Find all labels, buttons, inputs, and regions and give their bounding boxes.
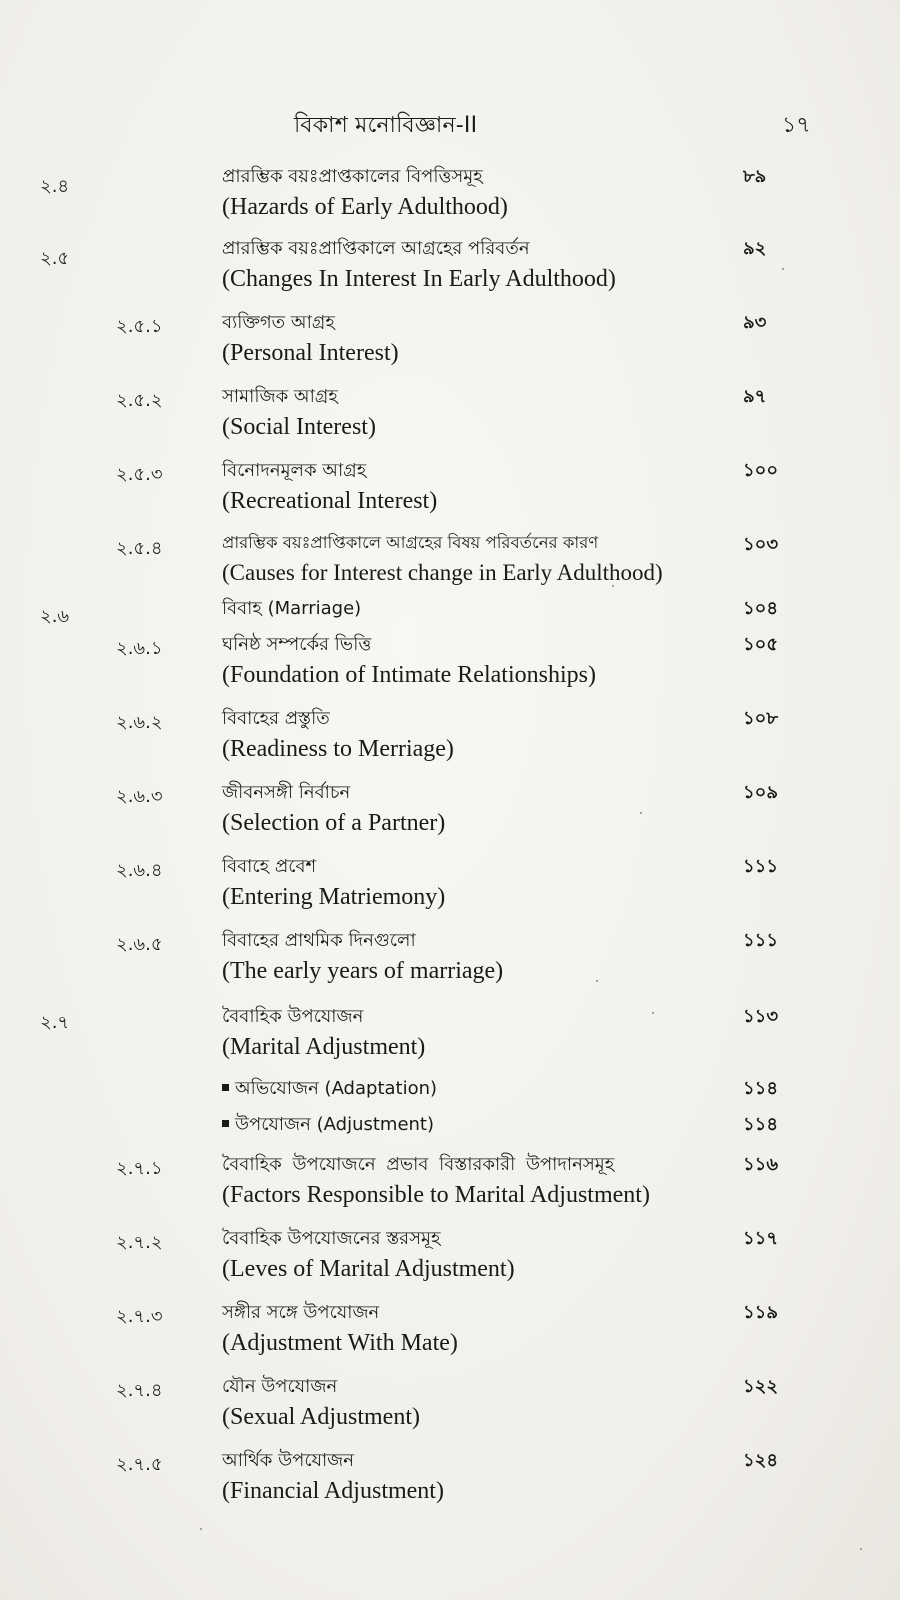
toc-entry (0, 456, 900, 520)
entry-page-number: ১০৪ (743, 598, 779, 619)
bullet-item (222, 1110, 434, 1141)
entry-title-english: (Readiness to Merriage) (222, 736, 454, 762)
entry-title-english: (Foundation of Intimate Relationships) (222, 662, 596, 688)
subsection-number: ২.৭.৩ (116, 1306, 163, 1327)
entry-title-bengali: জীবনসঙ্গী নির্বাচন (222, 782, 351, 803)
page-number: ১৭ (782, 113, 811, 138)
entry-page-number: ১১৬ (743, 1154, 779, 1175)
entry-page-number: ১০৯ (743, 782, 779, 803)
entry-title-english: (Sexual Adjustment) (222, 1404, 420, 1430)
subsection-number: ২.৬.৩ (116, 786, 163, 807)
subsection-number: ২.৫.৪ (116, 538, 163, 559)
entry-page-number: ১০৫ (743, 634, 779, 655)
toc-entry (0, 1150, 900, 1214)
toc-entry (0, 778, 900, 842)
subsection-number: ২.৫.২ (116, 390, 163, 411)
section-number: ২.৪ (40, 176, 70, 197)
toc-entry (0, 160, 900, 224)
toc-entry (0, 1074, 900, 1106)
subsection-number: ২.৭.৪ (116, 1380, 163, 1401)
entry-page-number: ১০৮ (743, 708, 779, 729)
paper-speck (860, 1548, 862, 1550)
entry-page-number: ৯৭ (743, 386, 767, 407)
paper-speck (652, 1012, 654, 1014)
entry-page-number: ১১১ (743, 930, 779, 951)
entry-page-number: ১২৪ (743, 1450, 779, 1471)
entry-page-number: ৮৯ (743, 166, 767, 187)
subsection-number: ২.৫.১ (116, 316, 163, 337)
subsection-number: ২.৬.১ (116, 638, 163, 659)
entry-title-english: (Social Interest) (222, 414, 376, 440)
entry-title-bengali: অভিযোজন (Adaptation) (235, 1078, 438, 1099)
toc-entry (0, 1002, 900, 1066)
entry-title-english: (Adjustment With Mate) (222, 1330, 458, 1356)
bullet-icon (222, 1084, 229, 1091)
toc-entry (0, 852, 900, 916)
entry-title-english: (The early years of marriage) (222, 958, 504, 984)
subsection-number: ২.৫.৩ (116, 464, 163, 485)
section-number: ২.৫ (40, 248, 70, 269)
section-number: ২.৬ (40, 606, 70, 627)
subsection-number: ২.৭.১ (116, 1158, 163, 1179)
entry-title-bengali: সামাজিক আগ্রহ (222, 386, 338, 407)
entry-page-number: ১১৯ (743, 1302, 779, 1323)
entry-title-bengali: বৈবাহিক উপযোজনের স্তরসমূহ (222, 1228, 441, 1249)
entry-title-english: (Causes for Interest change in Early Adulthood) (222, 560, 663, 585)
bullet-icon (222, 1120, 229, 1127)
paper-speck (612, 585, 614, 587)
entry-page-number: ১১১ (743, 856, 779, 877)
entry-title-bengali: আর্থিক উপযোজন (222, 1450, 355, 1471)
entry-title-bengali: সঙ্গীর সঙ্গে উপযোজন (222, 1302, 380, 1323)
entry-title-english: (Recreational Interest) (222, 488, 438, 514)
entry-title-bengali: যৌন উপযোজন (222, 1376, 338, 1397)
entry-page-number: ৯২ (743, 238, 767, 259)
toc-entry (0, 1298, 900, 1362)
paper-speck (596, 980, 598, 982)
entry-title-english: (Leves of Marital Adjustment) (222, 1256, 515, 1282)
toc-entry (0, 704, 900, 768)
section-number: ২.৭ (40, 1012, 70, 1033)
entry-page-number: ১১৪ (743, 1078, 779, 1099)
entry-title-english: (Hazards of Early Adulthood) (222, 194, 508, 220)
entry-title-bengali: প্রারম্ভিক বয়ঃপ্রাপ্তিকালে আগ্রহের পরিবর্তন (222, 238, 530, 259)
subsection-number: ২.৬.২ (116, 712, 163, 733)
book-title: বিকাশ মনোবিজ্ঞান-II (294, 113, 478, 138)
toc-entry (0, 308, 900, 372)
paper-speck (640, 812, 642, 814)
entry-title-bengali: বিবাহে প্রবেশ (222, 856, 317, 877)
entry-title-bengali: উপযোজন (Adjustment) (235, 1114, 435, 1135)
entry-page-number: ১১৩ (743, 1006, 779, 1027)
toc-entry (0, 630, 900, 694)
toc-entry (0, 1372, 900, 1436)
entry-title-english: (Selection of a Partner) (222, 810, 446, 836)
running-header (0, 108, 900, 148)
entry-page-number: ১০০ (743, 460, 779, 481)
entry-title-english: (Factors Responsible to Marital Adjustment) (222, 1182, 650, 1208)
entry-title-bengali: বিবাহ (Marriage) (222, 598, 362, 619)
subsection-number: ২.৭.২ (116, 1232, 163, 1253)
entry-title-english: (Marital Adjustment) (222, 1034, 426, 1060)
entry-title-english: (Financial Adjustment) (222, 1478, 444, 1504)
entry-title-bengali: প্রারম্ভিক বয়ঃপ্রাপ্তকালের বিপত্তিসমূহ (222, 166, 483, 187)
toc-entry (0, 1110, 900, 1142)
entry-title-bengali: বিবাহের প্রাথমিক দিনগুলো (222, 930, 416, 951)
entry-title-bengali: বৈবাহিক উপযোজনে প্রভাব বিস্তারকারী উপাদানসমূহ (222, 1154, 615, 1175)
paper-speck (200, 1528, 202, 1530)
toc-entry (0, 926, 900, 990)
entry-page-number: ১১৪ (743, 1114, 779, 1135)
entry-title-english: (Personal Interest) (222, 340, 399, 366)
entry-page-number: ১২২ (743, 1376, 779, 1397)
subsection-number: ২.৬.৪ (116, 860, 163, 881)
entry-title-bengali: প্রারম্ভিক বয়ঃপ্রাপ্তিকালে আগ্রহের বিষয় পরিবর্তনের কারণ (222, 533, 599, 552)
subsection-number: ২.৬.৫ (116, 934, 163, 955)
toc-entry (0, 1224, 900, 1288)
entry-title-english: (Changes In Interest In Early Adulthood) (222, 266, 616, 292)
entry-title-bengali: বিনোদনমূলক আগ্রহ (222, 460, 367, 481)
entry-title-bengali: বিবাহের প্রস্তুতি (222, 708, 330, 729)
toc-entry (0, 234, 900, 298)
entry-title-bengali: ব্যক্তিগত আগ্রহ (222, 312, 335, 333)
entry-page-number: ১১৭ (743, 1228, 779, 1249)
entry-title-bengali: বৈবাহিক উপযোজন (222, 1006, 364, 1027)
toc-entry (0, 594, 900, 630)
subsection-number: ২.৭.৫ (116, 1454, 163, 1475)
toc-entry (0, 1446, 900, 1510)
toc-entry (0, 530, 900, 594)
entry-title-english: (Entering Matriemony) (222, 884, 446, 910)
entry-title-bengali: ঘনিষ্ঠ সম্পর্কের ভিত্তি (222, 634, 372, 655)
bullet-item (222, 1074, 437, 1105)
paper-speck (782, 268, 784, 270)
entry-page-number: ৯৩ (743, 312, 767, 333)
toc-entry (0, 382, 900, 446)
entry-page-number: ১০৩ (743, 534, 779, 555)
